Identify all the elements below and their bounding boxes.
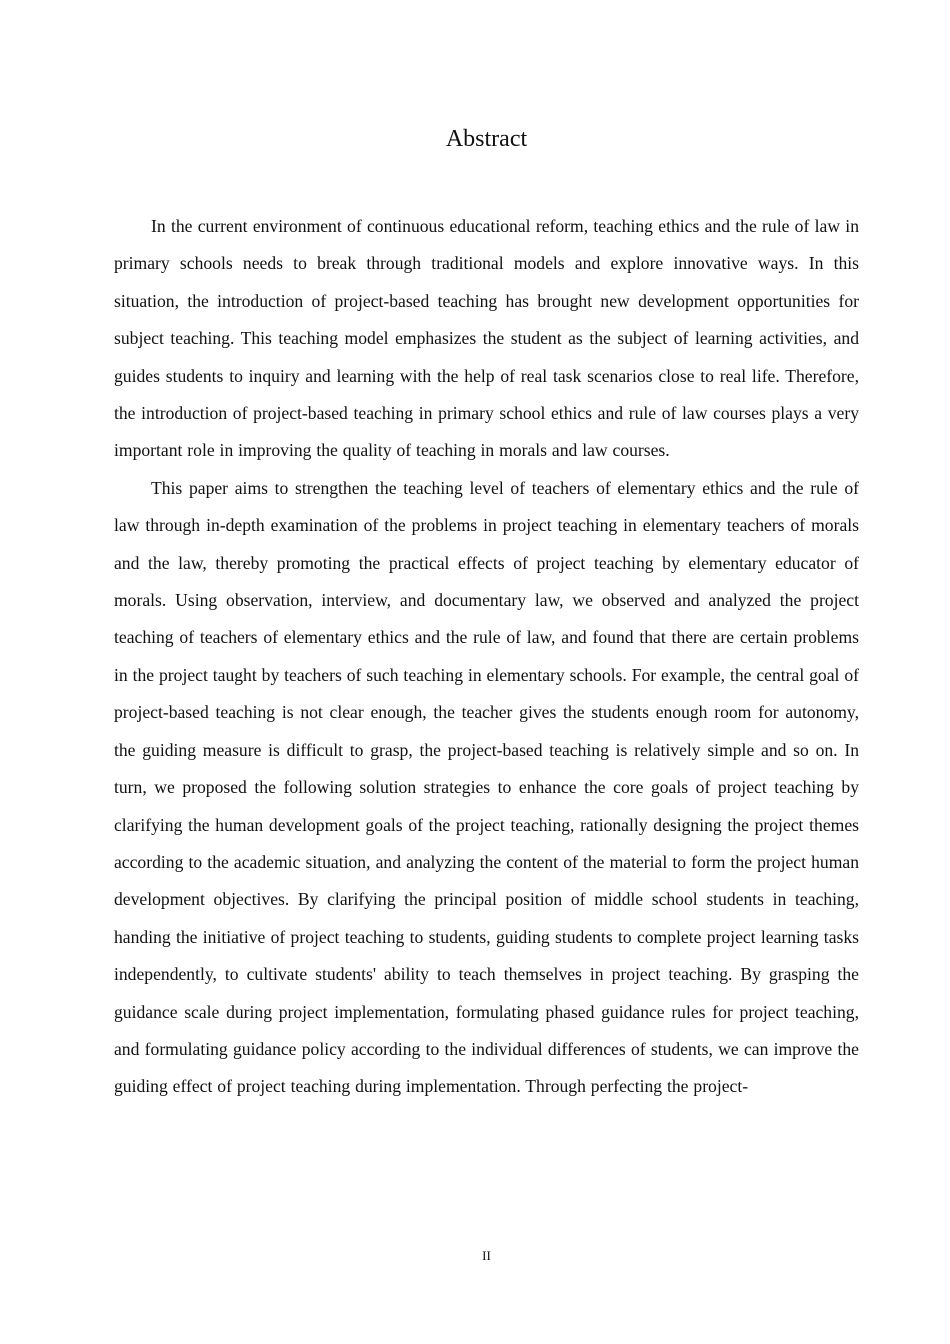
page-number: II — [482, 1248, 491, 1263]
abstract-title: Abstract — [445, 126, 528, 152]
abstract-body — [114, 208, 859, 1106]
abstract-paragraph-2: This paper aims to strengthen the teaching level of teachers of elementary ethics and the rule of law through in-depth examination of the problems in project teaching in elementary teachers of morals and the law, thereby promoting the practical effects of project teaching by elementary educator of morals. Using observation, interview, and documentary law, we observed and analyzed the project teaching of teachers of elementary ethics and the rule of law, and found that there are certain problems in the project taught by teachers of such teaching in elementary schools. For example, the central goal of project-based teaching is not clear enough, the teacher gives the students enough room for autonomy, the guiding measure is difficult to grasp, the project-based teaching is relatively simple and so on. In turn, we proposed the following solution strategies to enhance the core goals of project teaching by clarifying the human development goals of the project teaching, rationally designing the project themes according to the academic situation, and analyzing the content of the material to form the project human development objectives. By clarifying the principal position of middle school students in teaching, handing the initiative of project teaching to students, guiding students to complete project learning tasks independently, to cultivate students' ability to teach themselves in project teaching. By grasping the guidance scale during project implementation, formulating phased guidance rules for project teaching, and formulating guidance policy according to the individual differences of students, we can improve the guiding effect of project teaching during implementation. Through perfecting the project- — [114, 477, 859, 1097]
abstract-paragraph-1: In the current environment of continuous educational reform, teaching ethics and the rule of law in primary schools needs to break through traditional models and explore innovative ways. In this situation, the introduction of project-based teaching has brought new development opportunities for subject teaching. This teaching model emphasizes the student as the subject of learning activities, and guides students to inquiry and learning with the help of real task scenarios close to real life. Therefore, the introduction of project-based teaching in primary school ethics and rule of law courses plays a very important role in improving the quality of teaching in morals and law courses. — [114, 216, 859, 461]
